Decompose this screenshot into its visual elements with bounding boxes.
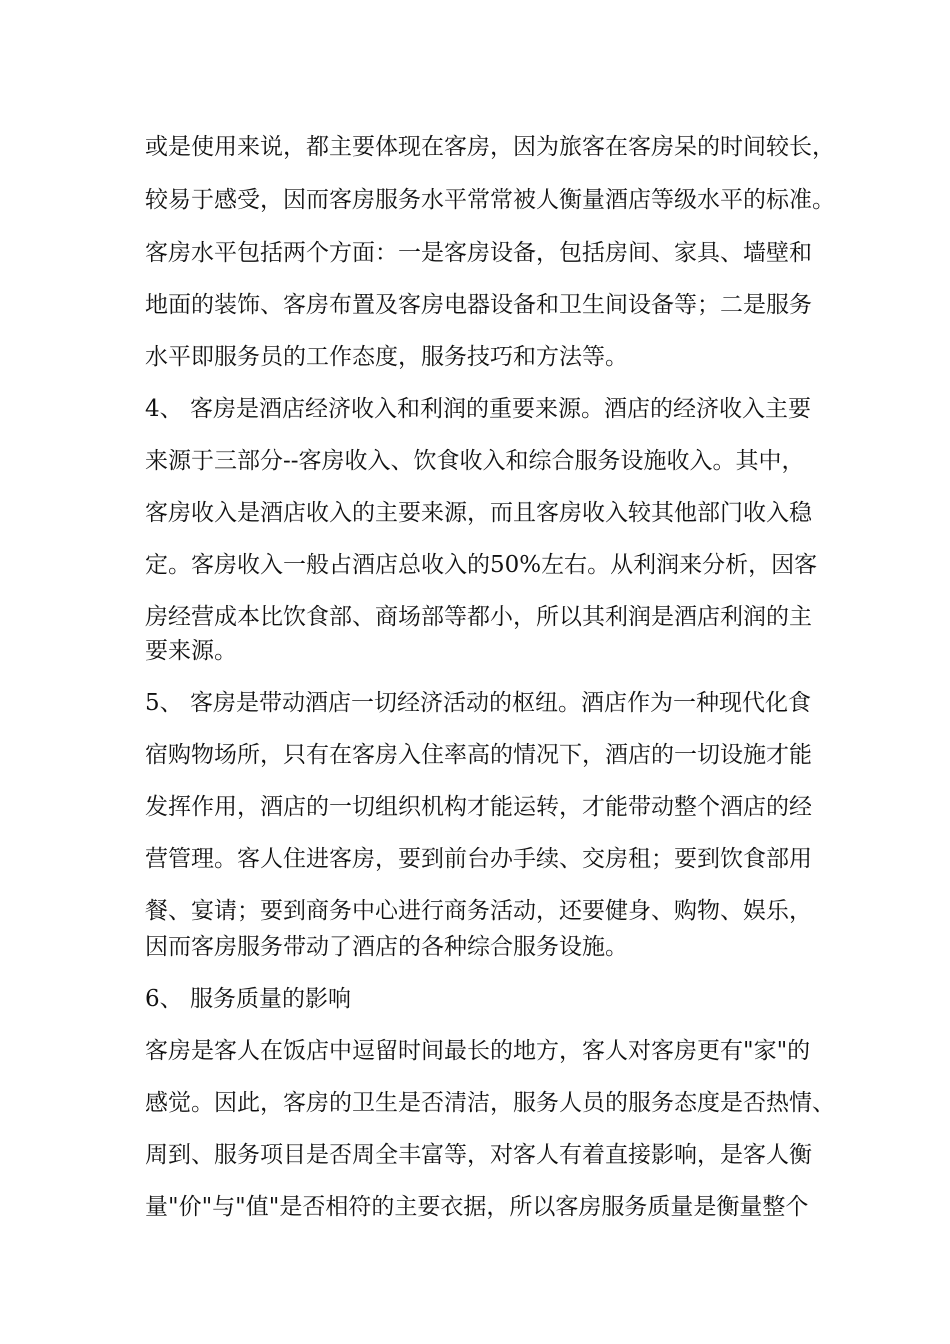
text-line: 定。客房收入一般占酒店总收入的50%左右。从利润来分析，因客 [145,552,818,578]
text-line: 因而客房服务带动了酒店的各种综合服务设施。 [145,934,628,960]
text-line: 周到、服务项目是否周全丰富等，对客人有着直接影响，是客人衡 [145,1142,812,1168]
text-line: 地面的装饰、客房布置及客房电器设备和卫生间设备等；二是服务 [145,292,812,318]
text-line: 水平即服务员的工作态度，服务技巧和方法等。 [145,344,628,370]
section-6-heading: 6、 服务质量的影响 [145,986,351,1012]
text-line: 来源于三部分--客房收入、饮食收入和综合服务设施收入。其中， [145,448,805,474]
text-line: 客房是客人在饭店中逗留时间最长的地方，客人对客房更有"家"的 [145,1038,811,1064]
text-line: 或是使用来说，都主要体现在客房，因为旅客在客房呆的时间较长， [145,134,835,160]
text-line: 较易于感受，因而客房服务水平常常被人衡量酒店等级水平的标准。 [145,187,835,213]
text-line: 房经营成本比饮食部、商场部等都小，所以其利润是酒店利润的主 [145,604,812,630]
section-5-heading-line: 5、 客房是带动酒店一切经济活动的枢纽。酒店作为一种现代化食 [145,690,811,716]
text-line: 量"价"与"值"是否相符的主要衣据，所以客房服务质量是衡量整个 [145,1194,809,1220]
text-line: 宿购物场所，只有在客房入住率高的情况下，酒店的一切设施才能 [145,742,812,768]
section-4-heading-line: 4、 客房是酒店经济收入和利润的重要来源。酒店的经济收入主要 [145,396,811,422]
text-line: 餐、宴请；要到商务中心进行商务活动，还要健身、购物、娱乐， [145,898,812,924]
text-line: 发挥作用，酒店的一切组织机构才能运转，才能带动整个酒店的经 [145,794,812,820]
text-line: 感觉。因此，客房的卫生是否清洁，服务人员的服务态度是否热情、 [145,1090,835,1116]
text-line: 客房水平包括两个方面：一是客房设备，包括房间、家具、墙壁和 [145,240,812,266]
text-line: 营管理。客人住进客房，要到前台办手续、交房租；要到饮食部用 [145,846,812,872]
text-line: 客房收入是酒店收入的主要来源，而且客房收入较其他部门收入稳 [145,500,812,526]
text-line: 要来源。 [145,638,237,664]
